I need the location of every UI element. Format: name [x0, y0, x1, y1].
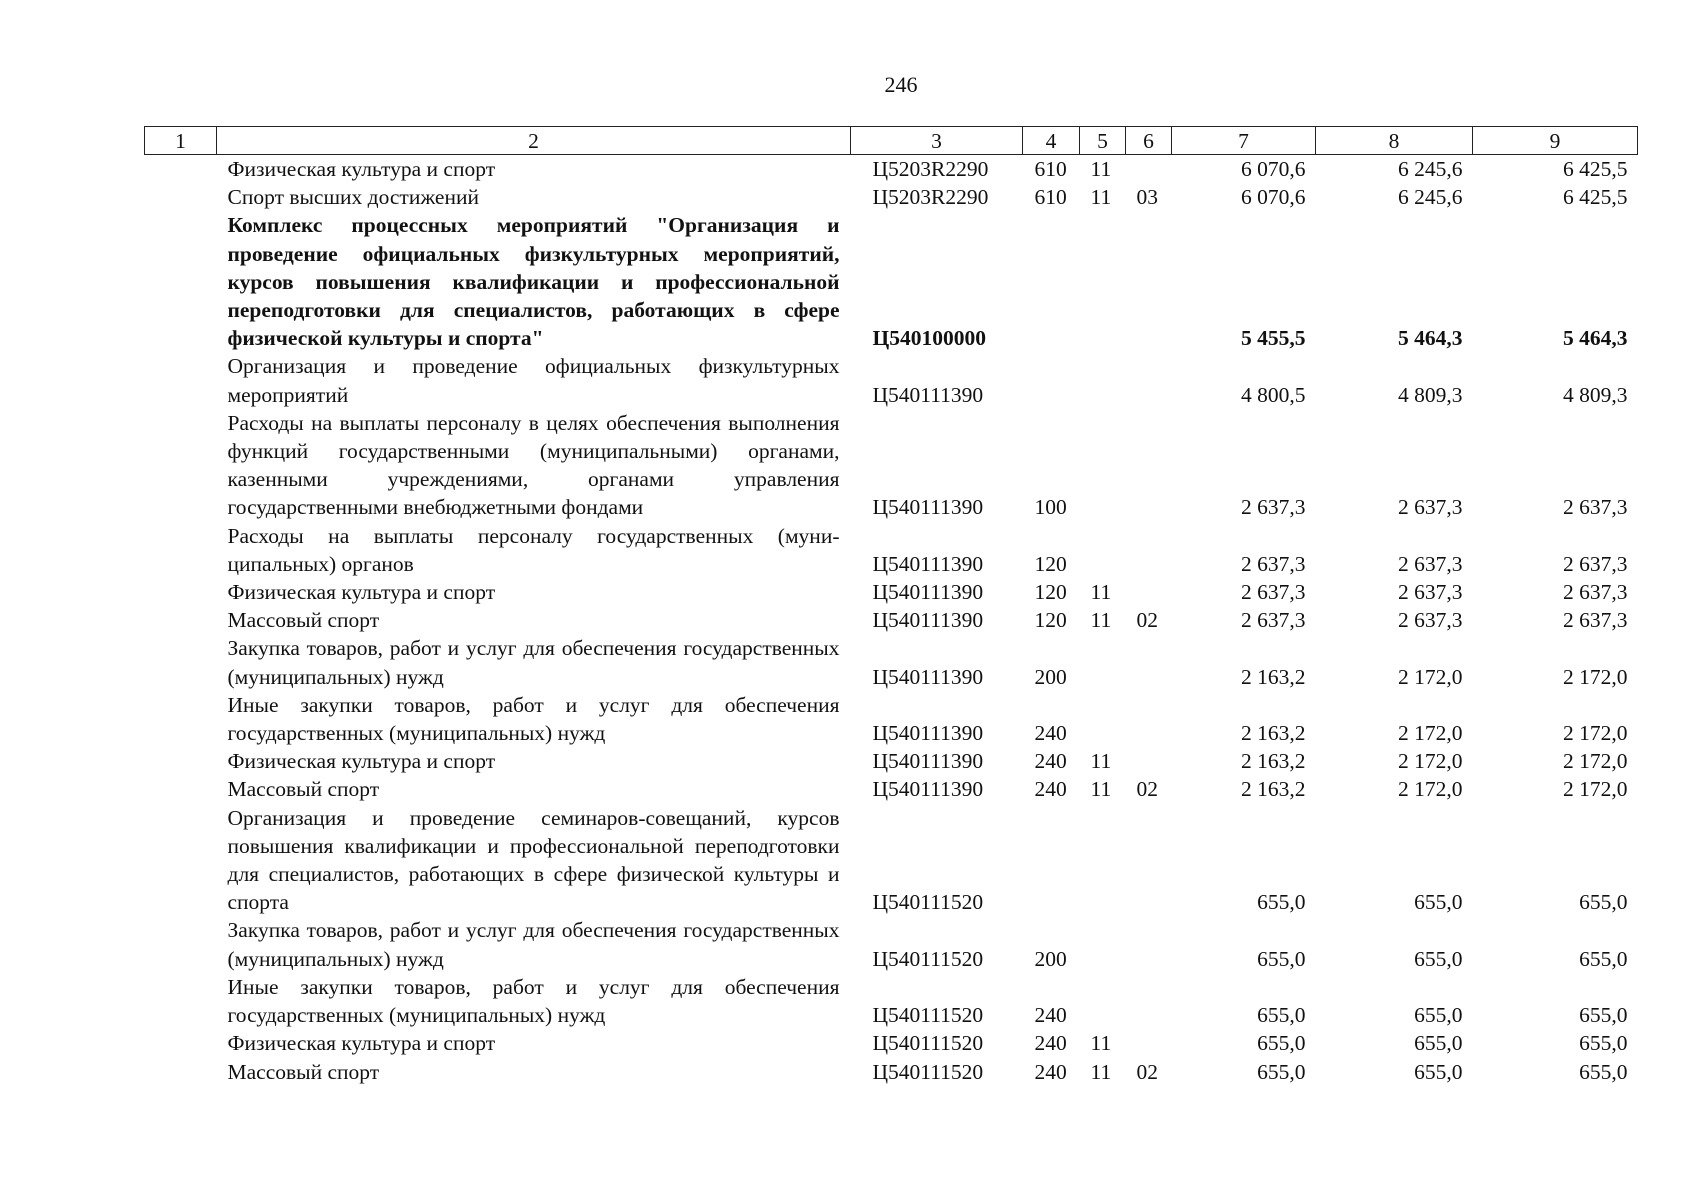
row-value-year-3: 655,0 — [1579, 1031, 1628, 1056]
header-col-9: 9 — [1473, 127, 1638, 155]
row-blank-cell — [145, 747, 217, 775]
row-section — [1080, 352, 1126, 408]
table-row — [145, 578, 1638, 606]
row-subsection — [1126, 973, 1172, 1029]
row-blank-cell — [145, 973, 217, 1029]
row-value-year-3: 2 172,0 — [1563, 721, 1628, 746]
row-value-year-1: 2 637,3 — [1241, 608, 1306, 633]
row-blank-cell — [145, 155, 217, 184]
row-value-year-2: 655,0 — [1414, 1031, 1463, 1056]
table-row — [145, 183, 1638, 211]
row-value-year-2: 2 172,0 — [1398, 777, 1463, 802]
table-row — [145, 606, 1638, 634]
row-blank-cell — [145, 1029, 217, 1057]
row-expense-type: 610 — [1034, 157, 1067, 181]
row-value-year-2: 655,0 — [1414, 1059, 1463, 1084]
row-target-code: Ц540111390 — [872, 382, 984, 407]
row-section: 11 — [1090, 1031, 1112, 1056]
row-blank-cell — [145, 691, 217, 747]
table-row — [145, 211, 1638, 352]
row-section — [1080, 522, 1126, 578]
row-value-year-1: 655,0 — [1257, 1003, 1306, 1028]
row-subsection — [1126, 578, 1172, 606]
row-name: Расходы на выплаты персоналу в целях обеспечения выполнения функций государственными (муниципальными) органами, казенными учреждениями, органами управления государственными внебюджетными фондами — [227, 410, 840, 520]
row-name: Массовый спорт — [227, 608, 380, 633]
row-section — [1080, 634, 1126, 690]
row-subsection — [1126, 1029, 1172, 1057]
header-col-1: 1 — [145, 127, 217, 155]
row-name: Массовый спорт — [227, 1059, 380, 1084]
page-number: 246 — [884, 72, 918, 97]
row-section: 11 — [1090, 777, 1112, 802]
row-expense-type: 240 — [1034, 749, 1067, 774]
row-subsection — [1126, 211, 1172, 352]
row-target-code: Ц540111520 — [872, 1059, 984, 1084]
row-value-year-2: 6 245,6 — [1398, 157, 1463, 181]
header-col-8: 8 — [1316, 127, 1473, 155]
row-subsection — [1126, 155, 1172, 184]
table-row — [145, 155, 1638, 184]
row-name: Расходы на выплаты персоналу государственных (муниципальных) органов — [227, 523, 840, 576]
row-expense-type: 200 — [1034, 664, 1067, 689]
row-value-year-3: 2 172,0 — [1563, 777, 1628, 802]
row-value-year-3: 655,0 — [1579, 890, 1628, 915]
header-col-7: 7 — [1172, 127, 1316, 155]
table-row — [145, 522, 1638, 578]
row-blank-cell — [145, 606, 217, 634]
row-section: 11 — [1090, 608, 1112, 633]
row-section: 11 — [1090, 749, 1112, 774]
row-value-year-3: 655,0 — [1579, 1003, 1628, 1028]
row-section: 11 — [1090, 580, 1112, 605]
header-row — [145, 127, 1638, 155]
row-subsection — [1126, 522, 1172, 578]
row-value-year-2: 2 172,0 — [1398, 749, 1463, 774]
row-blank-cell — [145, 211, 217, 352]
header-col-6: 6 — [1126, 127, 1172, 155]
row-value-year-1: 655,0 — [1257, 890, 1306, 915]
budget-table — [144, 126, 1638, 1086]
row-value-year-2: 2 637,3 — [1398, 495, 1463, 520]
header-col-3: 3 — [851, 127, 1023, 155]
row-target-code: Ц540111520 — [872, 890, 984, 915]
table-body — [145, 155, 1638, 1086]
table-row — [145, 1058, 1638, 1086]
row-expense-type: 120 — [1034, 580, 1067, 605]
table-row — [145, 1029, 1638, 1057]
row-expense-type: 610 — [1034, 185, 1067, 210]
row-target-code: Ц540111520 — [872, 946, 984, 971]
table-row — [145, 775, 1638, 803]
row-value-year-3: 2 172,0 — [1563, 749, 1628, 774]
row-value-year-1: 2 637,3 — [1241, 580, 1306, 605]
row-name: Физическая культура и спорт — [227, 580, 496, 605]
header-col-5: 5 — [1080, 127, 1126, 155]
row-name: Иные закупки товаров, работ и услуг для обеспечения государственных (муниципальных) нужд — [227, 692, 840, 746]
row-value-year-1: 5 455,5 — [1241, 326, 1306, 351]
header-col-2: 2 — [217, 127, 851, 155]
row-value-year-2: 5 464,3 — [1398, 326, 1463, 351]
row-target-code: Ц540111390 — [872, 551, 984, 576]
row-value-year-2: 2 637,3 — [1398, 580, 1463, 605]
row-value-year-1: 6 070,6 — [1241, 157, 1306, 181]
row-target-code: Ц540111520 — [872, 1031, 984, 1056]
row-expense-type: 240 — [1034, 1031, 1067, 1056]
row-expense-type: 100 — [1034, 495, 1067, 520]
row-name: Закупка товаров, работ и услуг для обеспечения государственных (муниципальных) нужд — [227, 918, 840, 971]
row-name: Массовый спорт — [227, 777, 380, 802]
row-value-year-2: 2 172,0 — [1398, 721, 1463, 746]
row-target-code: Ц540111390 — [872, 664, 984, 689]
row-value-year-3: 655,0 — [1579, 946, 1628, 971]
row-subsection — [1126, 691, 1172, 747]
row-value-year-2: 6 245,6 — [1398, 185, 1463, 210]
header-col-4: 4 — [1023, 127, 1080, 155]
row-section — [1080, 973, 1126, 1029]
row-name: Физическая культура и спорт — [227, 749, 496, 774]
row-value-year-2: 2 637,3 — [1398, 551, 1463, 576]
row-blank-cell — [145, 1058, 217, 1086]
row-value-year-1: 2 637,3 — [1241, 495, 1306, 520]
row-section — [1080, 691, 1126, 747]
row-subsection: 02 — [1136, 608, 1158, 633]
row-name: Организация и проведение семинаров-совещаний, курсов повышения квалификации и профессиональной переподготовки для специалистов, работающих в сфере физической культуры и спорта — [227, 805, 840, 915]
row-blank-cell — [145, 804, 217, 917]
row-expense-type: 120 — [1034, 551, 1067, 576]
row-name: Комплекс процессных мероприятий "Организация и проведение официальных физкультурных мероприятий, курсов повышения квалификации и профессиональной переподготовки для специалистов, работающих в сфере физической культуры и спорта" — [227, 213, 840, 351]
row-value-year-1: 2 163,2 — [1241, 721, 1306, 746]
row-value-year-3: 2 172,0 — [1563, 664, 1628, 689]
table-row — [145, 804, 1638, 917]
table-row — [145, 634, 1638, 690]
row-expense-type: 240 — [1034, 1059, 1067, 1084]
row-value-year-3: 2 637,3 — [1563, 551, 1628, 576]
row-blank-cell — [145, 578, 217, 606]
row-target-code: Ц540111390 — [872, 777, 984, 802]
row-subsection: 02 — [1136, 1059, 1158, 1084]
row-section: 11 — [1090, 185, 1112, 210]
row-value-year-1: 2 637,3 — [1241, 551, 1306, 576]
row-blank-cell — [145, 409, 217, 522]
row-name: Физическая культура и спорт — [227, 157, 496, 181]
row-target-code: Ц5203R2290 — [872, 185, 989, 210]
row-value-year-3: 2 637,3 — [1563, 608, 1628, 633]
row-value-year-1: 655,0 — [1257, 946, 1306, 971]
row-value-year-3: 5 464,3 — [1563, 326, 1628, 351]
row-target-code: Ц540100000 — [872, 326, 986, 351]
row-expense-type — [1023, 804, 1080, 917]
row-expense-type: 200 — [1034, 946, 1067, 971]
row-blank-cell — [145, 634, 217, 690]
row-section: 11 — [1090, 157, 1112, 181]
row-section — [1080, 211, 1126, 352]
row-name: Спорт высших достижений — [227, 185, 479, 210]
table-row — [145, 916, 1638, 972]
row-value-year-1: 655,0 — [1257, 1031, 1306, 1056]
row-blank-cell — [145, 352, 217, 408]
row-section — [1080, 916, 1126, 972]
row-value-year-1: 4 800,5 — [1241, 382, 1306, 407]
row-section — [1080, 409, 1126, 522]
row-value-year-3: 6 425,5 — [1563, 157, 1628, 181]
row-target-code: Ц540111390 — [872, 608, 984, 633]
row-value-year-3: 4 809,3 — [1563, 382, 1628, 407]
row-target-code: Ц540111390 — [872, 580, 984, 605]
row-subsection — [1126, 634, 1172, 690]
row-subsection: 03 — [1136, 185, 1158, 210]
row-subsection — [1126, 916, 1172, 972]
row-expense-type: 240 — [1034, 777, 1067, 802]
table-row — [145, 973, 1638, 1029]
row-target-code: Ц540111520 — [872, 1003, 984, 1028]
table-header — [145, 127, 1638, 155]
row-value-year-1: 655,0 — [1257, 1059, 1306, 1084]
row-subsection — [1126, 804, 1172, 917]
row-blank-cell — [145, 916, 217, 972]
row-expense-type: 240 — [1034, 1003, 1067, 1028]
row-value-year-2: 4 809,3 — [1398, 382, 1463, 407]
row-value-year-3: 655,0 — [1579, 1059, 1628, 1084]
row-subsection — [1126, 352, 1172, 408]
row-value-year-1: 6 070,6 — [1241, 185, 1306, 210]
row-subsection: 02 — [1136, 777, 1158, 802]
row-value-year-2: 655,0 — [1414, 890, 1463, 915]
row-value-year-3: 2 637,3 — [1563, 580, 1628, 605]
row-target-code: Ц540111390 — [872, 721, 984, 746]
row-target-code: Ц5203R2290 — [872, 157, 989, 181]
row-section — [1080, 804, 1126, 917]
row-subsection — [1126, 409, 1172, 522]
row-value-year-1: 2 163,2 — [1241, 777, 1306, 802]
row-expense-type: 120 — [1034, 608, 1067, 633]
row-name: Закупка товаров, работ и услуг для обеспечения государственных (муниципальных) нужд — [227, 636, 840, 689]
row-blank-cell — [145, 183, 217, 211]
row-expense-type: 240 — [1034, 721, 1067, 746]
row-name: Организация и проведение официальных физкультурных мероприятий — [227, 354, 840, 407]
row-target-code: Ц540111390 — [872, 749, 984, 774]
table-row — [145, 352, 1638, 408]
row-value-year-2: 655,0 — [1414, 946, 1463, 971]
row-value-year-3: 2 637,3 — [1563, 495, 1628, 520]
row-value-year-1: 2 163,2 — [1241, 664, 1306, 689]
row-value-year-1: 2 163,2 — [1241, 749, 1306, 774]
row-target-code: Ц540111390 — [872, 495, 984, 520]
row-value-year-2: 2 637,3 — [1398, 608, 1463, 633]
row-blank-cell — [145, 522, 217, 578]
table-row — [145, 747, 1638, 775]
row-name: Иные закупки товаров, работ и услуг для обеспечения государственных (муниципальных) нужд — [227, 974, 840, 1028]
table-row — [145, 409, 1638, 522]
row-value-year-3: 6 425,5 — [1563, 185, 1628, 210]
row-subsection — [1126, 747, 1172, 775]
row-section: 11 — [1090, 1059, 1112, 1084]
row-name: Физическая культура и спорт — [227, 1031, 496, 1056]
row-blank-cell — [145, 775, 217, 803]
table-row — [145, 691, 1638, 747]
row-expense-type — [1023, 352, 1080, 408]
row-expense-type — [1023, 211, 1080, 352]
row-value-year-2: 655,0 — [1414, 1003, 1463, 1028]
row-value-year-2: 2 172,0 — [1398, 664, 1463, 689]
